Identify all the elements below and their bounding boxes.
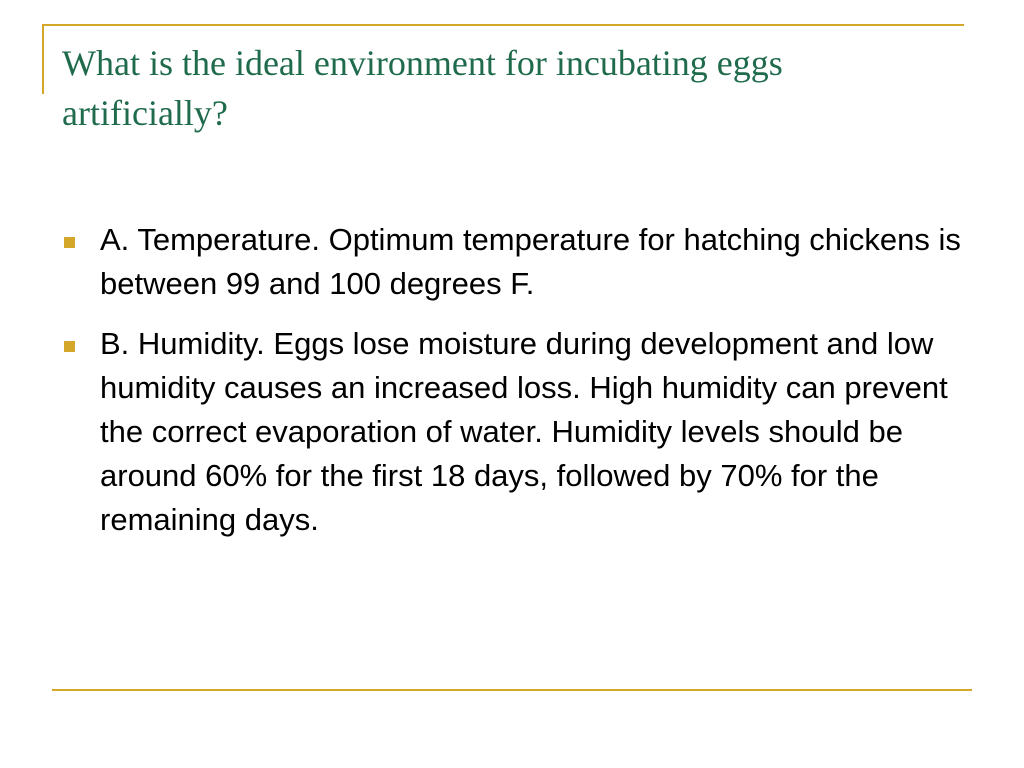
title-top-rule	[42, 24, 964, 26]
title-left-rule	[42, 24, 44, 94]
bullet-text: A. Temperature. Optimum temperature for hatching chickens is between 99 and 100 degrees F.	[100, 222, 961, 301]
bullet-list	[62, 218, 972, 558]
footer-rule	[52, 689, 972, 691]
square-bullet-icon	[64, 237, 75, 248]
bullet-item-humidity	[62, 322, 972, 542]
square-bullet-icon	[64, 341, 75, 352]
bullet-item-temperature	[62, 218, 972, 306]
bullet-text: B. Humidity. Eggs lose moisture during development and low humidity causes an increased loss. High humidity can prevent the correct evaporation of water. Humidity levels should be around 60% for the first 18 days, followed by 70% for the remaining days.	[100, 326, 948, 537]
slide-title: What is the ideal environment for incubating eggs artificially?	[62, 43, 783, 133]
